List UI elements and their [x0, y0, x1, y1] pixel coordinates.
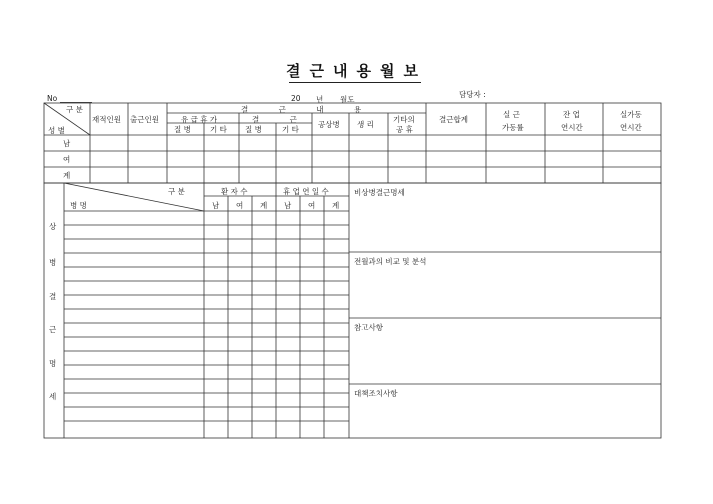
section-notes: 참고사항	[354, 323, 383, 332]
col-overtime-2: 연시간	[561, 123, 583, 132]
section-countermeasures: 대책조치사항	[354, 389, 398, 398]
sub-sick-2: 질 병	[245, 125, 262, 134]
sub-other-2: 기 타	[282, 125, 299, 134]
absence-subgroup: 결 근	[252, 115, 311, 124]
absence-group-header: 결 근 내 용	[241, 105, 376, 114]
col-other-holiday-1: 기타의	[393, 115, 415, 124]
sub-sick-1: 질 병	[174, 125, 191, 134]
row-female: 여	[63, 155, 71, 164]
manager-label: 담당자 :	[459, 90, 486, 99]
year-unit: 년	[316, 95, 324, 104]
sub-male-2: 남	[284, 201, 292, 210]
col-overtime-1: 잔 업	[563, 110, 580, 119]
sub-female-2: 여	[308, 201, 316, 210]
side-char-4: 근	[49, 325, 57, 334]
sub-male-1: 남	[212, 201, 220, 210]
bottom-corner-bottom: 병 명	[70, 201, 87, 210]
col-actual-2: 연시간	[620, 123, 642, 132]
side-char-6: 세	[49, 392, 57, 401]
col-actual-1: 실가동	[620, 110, 642, 119]
side-char-2: 병	[49, 258, 57, 267]
col-rate-1: 실 근	[503, 110, 520, 119]
year-label: 20	[291, 94, 301, 103]
col-enrolled: 재적인원	[92, 115, 121, 124]
col-occupational: 공상병	[318, 120, 340, 129]
side-char-1: 상	[49, 222, 57, 231]
bottom-corner-top: 구 분	[168, 187, 185, 196]
patients-group: 환 자 수	[221, 187, 248, 196]
sub-female-1: 여	[236, 201, 244, 210]
sub-total-2: 계	[332, 201, 340, 210]
corner-top-label: 구 분	[66, 105, 83, 114]
page-title: 결근내용월보	[286, 62, 427, 80]
col-menstrual: 생 리	[357, 120, 374, 129]
side-char-3: 결	[49, 292, 57, 301]
paid-leave-group: 유 급 휴 가	[181, 115, 218, 124]
month-unit: 월도	[340, 95, 355, 104]
side-char-5: 명	[49, 359, 57, 368]
sub-total-1: 계	[260, 201, 268, 210]
days-group: 휴 업 연 일 수	[283, 187, 329, 196]
col-other-holiday-2: 공 휴	[396, 125, 413, 134]
row-total: 계	[63, 171, 71, 180]
col-attend: 출근인원	[130, 115, 159, 124]
col-total: 결근합계	[439, 115, 468, 124]
sub-other-1: 기 타	[210, 125, 227, 134]
section-comparison: 전월과의 비교 및 분석	[354, 257, 427, 266]
row-male: 남	[63, 139, 71, 148]
corner-bottom-label: 성 별	[48, 126, 65, 135]
section-nonoccupational: 비상병결근명세	[354, 188, 405, 197]
col-rate-2: 가동률	[502, 123, 524, 132]
no-label: No	[47, 94, 58, 103]
